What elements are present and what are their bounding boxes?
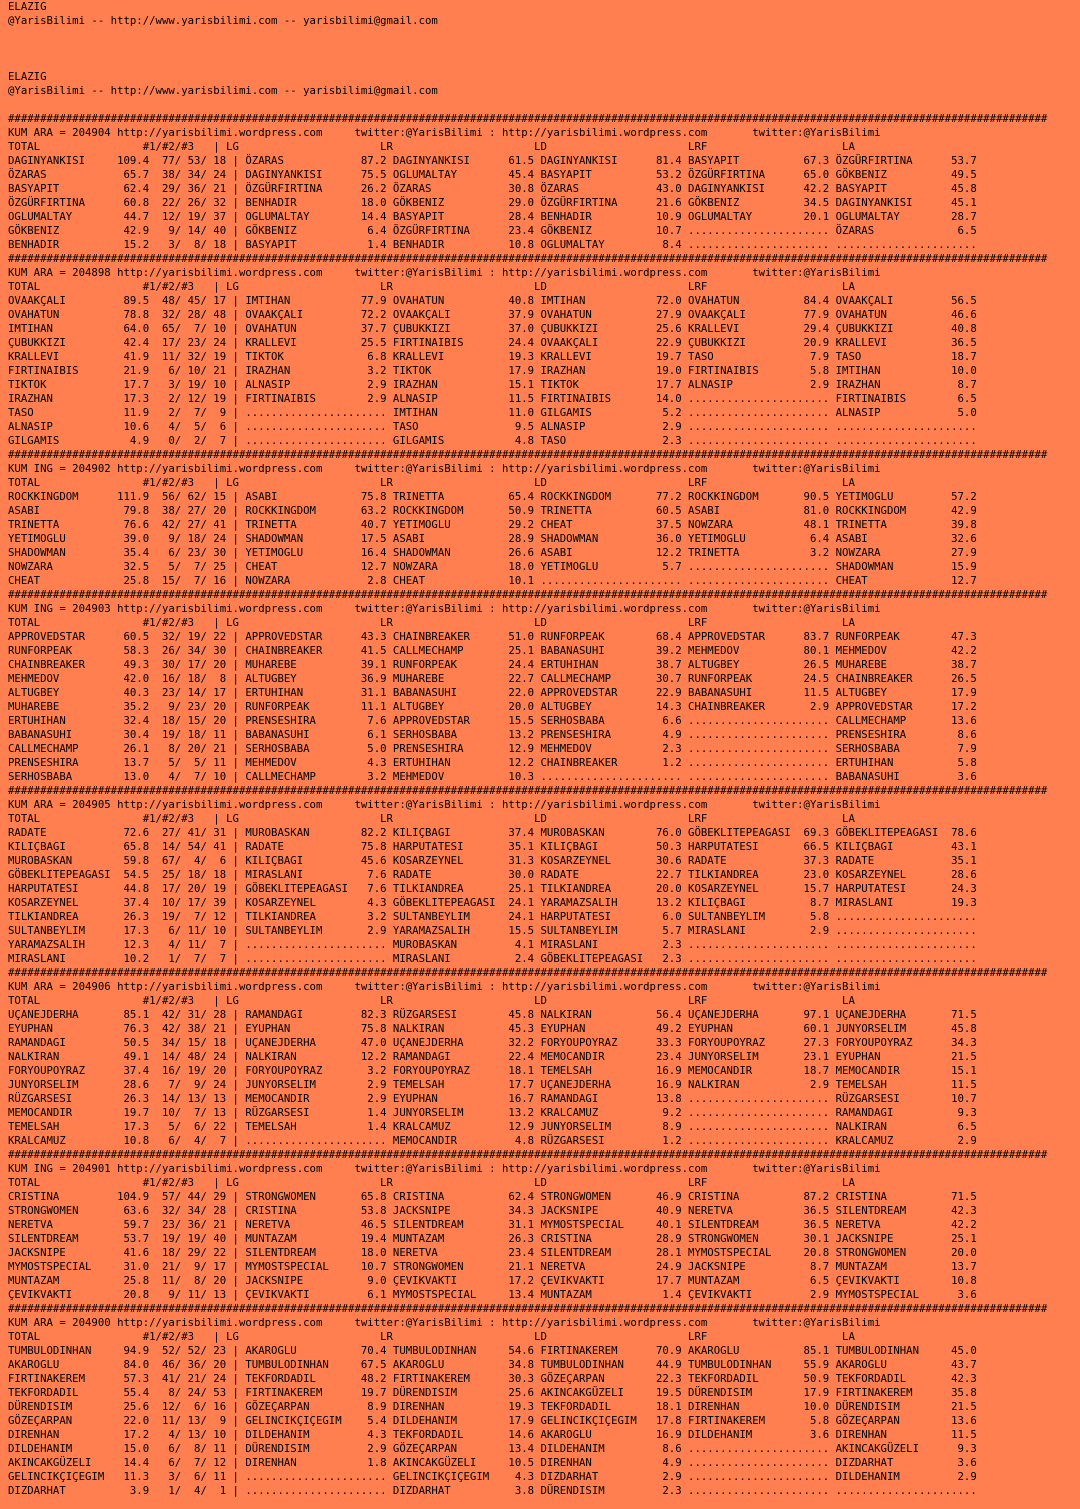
table-row: MUROBASKAN 59.8 67/ 4/ 6 | KILIÇBAGI 45.6 KOSARZEYNEL 31.3 KOSARZEYNEL 30.6 RADATE 37.3 RADATE 35.1	[8, 854, 977, 867]
column-header: TOTAL #1/#2/#3 | LG LR LD LRF LA	[8, 1176, 855, 1189]
table-row: RAMANDAGI 50.5 34/ 15/ 18 | UÇANEJDERHA 47.0 UÇANEJDERHA 32.2 FORYOUPOYRAZ 33.3 FORYOUPOYRAZ 27.3 FORYOUPOYRAZ 34.3	[8, 1036, 977, 1049]
column-header: TOTAL #1/#2/#3 | LG LR LD LRF LA	[8, 476, 855, 489]
table-row: GÖZEÇARPAN 22.0 11/ 13/ 9 | GELINCIKÇIÇEGIM 5.4 DILDEHANIM 17.9 GELINCIKÇIÇEGIM 17.8 FIRTINAKEREM 5.8 GÖZEÇARPAN 13.6	[8, 1414, 977, 1427]
table-row: SERHOSBABA 13.0 4/ 7/ 10 | CALLMECHAMP 3.2 MEHMEDOV 10.3 ...................... ...................... BABANASUHI 3.6	[8, 770, 977, 783]
table-row: SHADOWMAN 35.4 6/ 23/ 30 | YETIMOGLU 16.4 SHADOWMAN 26.6 ASABI 12.2 TRINETTA 3.2 NOWZARA 27.9	[8, 546, 977, 559]
table-row: ALTUGBEY 40.3 23/ 14/ 17 | ERTUHIHAN 31.1 BABANASUHI 22.0 APPROVEDSTAR 22.9 BABANASUHI 11.5 ALTUGBEY 17.9	[8, 686, 977, 699]
table-row: ÖZARAS 65.7 38/ 34/ 24 | DAGINYANKISI 75.5 OGLUMALTAY 45.4 BASYAPIT 53.2 ÖZGÜRFIRTINA 65.0 GÖKBENIZ 49.5	[8, 168, 977, 181]
table-row: JACKSNIPE 41.6 18/ 29/ 22 | SILENTDREAM 18.0 NERETVA 23.4 SILENTDREAM 28.1 MYMOSTSPECIAL 20.8 STRONGWOMEN 20.0	[8, 1246, 977, 1259]
column-header: TOTAL #1/#2/#3 | LG LR LD LRF LA	[8, 616, 855, 629]
race-header: KUM ARA = 204898 http://yarisbilimi.wordpress.com twitter:@YarisBilimi : http://yarisbilimi.wordpress.com twitter:@YarisBilimi	[8, 266, 881, 279]
table-row: OVAAKÇALI 89.5 48/ 45/ 17 | IMTIHAN 77.9 OVAHATUN 40.8 IMTIHAN 72.0 OVAHATUN 84.4 OVAAKÇALI 56.5	[8, 294, 977, 307]
table-row: MUNTAZAM 25.8 11/ 8/ 20 | JACKSNIPE 9.0 ÇEVIKVAKTI 17.2 ÇEVIKVAKTI 17.7 MUNTAZAM 6.5 ÇEVIKVAKTI 10.8	[8, 1274, 977, 1287]
section-divider: ##################################################################################################################################################################	[8, 448, 1048, 461]
column-header: TOTAL #1/#2/#3 | LG LR LD LRF LA	[8, 1330, 855, 1343]
table-row: CALLMECHAMP 26.1 8/ 20/ 21 | SERHOSBABA 5.0 PRENSESHIRA 12.9 MEHMEDOV 2.3 ...................... SERHOSBABA 7.9	[8, 742, 977, 755]
table-row: STRONGWOMEN 63.6 32/ 34/ 28 | CRISTINA 53.8 JACKSNIPE 34.3 JACKSNIPE 40.9 NERETVA 36.5 SILENTDREAM 42.3	[8, 1204, 977, 1217]
table-row: FIRTINAIBIS 21.9 6/ 10/ 21 | IRAZHAN 3.2 TIKTOK 17.9 IRAZHAN 19.0 FIRTINAIBIS 5.8 IMTIHAN 10.0	[8, 364, 977, 377]
table-row: NALKIRAN 49.1 14/ 48/ 24 | NALKIRAN 12.2 RAMANDAGI 22.4 MEMOCANDIR 23.4 JUNYORSELIM 23.1 EYUPHAN 21.5	[8, 1050, 977, 1063]
race-header: KUM ARA = 204906 http://yarisbilimi.wordpress.com twitter:@YarisBilimi : http://yarisbilimi.wordpress.com twitter:@YarisBilimi	[8, 980, 881, 993]
table-row: ÇEVIKVAKTI 20.8 9/ 11/ 13 | ÇEVIKVAKTI 6.1 MYMOSTSPECIAL 13.4 MUNTAZAM 1.4 ÇEVIKVAKTI 2.9 MYMOSTSPECIAL 3.6	[8, 1288, 977, 1301]
table-row: TASO 11.9 2/ 7/ 9 | ...................... IMTIHAN 11.0 GILGAMIS 5.2 ...................... ALNASIP 5.0	[8, 406, 977, 419]
table-row: RADATE 72.6 27/ 41/ 31 | MUROBASKAN 82.2 KILIÇBAGI 37.4 MUROBASKAN 76.0 GÖBEKLITEPEAGASI 69.3 GÖBEKLITEPEAGASI 78.6	[8, 826, 977, 839]
table-row: AKINCAKGÜZELI 14.4 6/ 7/ 12 | DIRENHAN 1.8 AKINCAKGÜZELI 10.5 DIRENHAN 4.9 ...................... DIZDARHAT 3.6	[8, 1456, 977, 1469]
race-header: KUM ING = 204901 http://yarisbilimi.wordpress.com twitter:@YarisBilimi : http://yarisbilimi.wordpress.com twitter:@YarisBilimi	[8, 1162, 881, 1175]
table-row: ERTUHIHAN 32.4 18/ 15/ 20 | PRENSESHIRA 7.6 APPROVEDSTAR 15.5 SERHOSBABA 6.6 ...................... CALLMECHAMP 13.6	[8, 714, 977, 727]
table-row: RUNFORPEAK 58.3 26/ 34/ 30 | CHAINBREAKER 41.5 CALLMECHAMP 25.1 BABANASUHI 39.2 MEHMEDOV 80.1 MEHMEDOV 42.2	[8, 644, 977, 657]
race-header: KUM ARA = 204900 http://yarisbilimi.wordpress.com twitter:@YarisBilimi : http://yarisbilimi.wordpress.com twitter:@YarisBilimi	[8, 1316, 881, 1329]
table-row: BASYAPIT 62.4 29/ 36/ 21 | ÖZGÜRFIRTINA 26.2 ÖZARAS 30.8 ÖZARAS 43.0 DAGINYANKISI 42.2 BASYAPIT 45.8	[8, 182, 977, 195]
table-row: MEHMEDOV 42.0 16/ 18/ 8 | ALTUGBEY 36.9 MUHAREBE 22.7 CALLMECHAMP 30.7 RUNFORPEAK 24.5 CHAINBREAKER 26.5	[8, 672, 977, 685]
table-row: ÇUBUKKIZI 42.4 17/ 23/ 24 | KRALLEVI 25.5 FIRTINAIBIS 24.4 OVAAKÇALI 22.9 ÇUBUKKIZI 20.9 KRALLEVI 36.5	[8, 336, 977, 349]
table-row: TEMELSAH 17.3 5/ 6/ 22 | TEMELSAH 1.4 KRALCAMUZ 12.9 JUNYORSELIM 8.9 ...................... NALKIRAN 6.5	[8, 1120, 977, 1133]
table-row: DIZDARHAT 3.9 1/ 4/ 1 | ...................... DIZDARHAT 3.8 DÜRENDISIM 2.3 ...................... ......................	[8, 1484, 977, 1497]
table-row: CHAINBREAKER 49.3 30/ 17/ 20 | MUHAREBE 39.1 RUNFORPEAK 24.4 ERTUHIHAN 38.7 ALTUGBEY 26.5 MUHAREBE 38.7	[8, 658, 977, 671]
table-row: ÖZGÜRFIRTINA 60.8 22/ 26/ 32 | BENHADIR 18.0 GÖKBENIZ 29.0 ÖZGÜRFIRTINA 21.6 GÖKBENIZ 34.5 DAGINYANKISI 45.1	[8, 196, 977, 209]
table-row: MIRASLANI 10.2 1/ 7/ 7 | ...................... MIRASLANI 2.4 GÖBEKLITEPEAGASI 2.3 ...................... ......................	[8, 952, 977, 965]
table-row: RÜZGARSESI 26.3 14/ 13/ 13 | MEMOCANDIR 2.9 EYUPHAN 16.7 RAMANDAGI 13.8 ...................... RÜZGARSESI 10.7	[8, 1092, 977, 1105]
credit-line: @YarisBilimi -- http://www.yarisbilimi.com -- yarisbilimi@gmail.com	[8, 14, 438, 27]
table-row: IRAZHAN 17.3 2/ 12/ 19 | FIRTINAIBIS 2.9 ALNASIP 11.5 FIRTINAIBIS 14.0 ...................... FIRTINAIBIS 6.5	[8, 392, 977, 405]
section-divider: ##################################################################################################################################################################	[8, 112, 1048, 125]
table-row: KILIÇBAGI 65.8 14/ 54/ 41 | RADATE 75.8 HARPUTATESI 35.1 KILIÇBAGI 50.3 HARPUTATESI 66.5 KILIÇBAGI 43.1	[8, 840, 977, 853]
table-row: AKAROGLU 84.0 46/ 36/ 20 | TUMBULODINHAN 67.5 AKAROGLU 34.8 TUMBULODINHAN 44.9 TUMBULODINHAN 55.9 AKAROGLU 43.7	[8, 1358, 977, 1371]
column-header: TOTAL #1/#2/#3 | LG LR LD LRF LA	[8, 140, 855, 153]
table-row: UÇANEJDERHA 85.1 42/ 31/ 28 | RAMANDAGI 82.3 RÜZGARSESI 45.8 NALKIRAN 56.4 UÇANEJDERHA 97.1 UÇANEJDERHA 71.5	[8, 1008, 977, 1021]
race-header: KUM ING = 204902 http://yarisbilimi.wordpress.com twitter:@YarisBilimi : http://yarisbilimi.wordpress.com twitter:@YarisBilimi	[8, 462, 881, 475]
table-row: APPROVEDSTAR 60.5 32/ 19/ 22 | APPROVEDSTAR 43.3 CHAINBREAKER 51.0 RUNFORPEAK 68.4 APPROVEDSTAR 83.7 RUNFORPEAK 47.3	[8, 630, 977, 643]
table-row: ROCKKINGDOM 111.9 56/ 62/ 15 | ASABI 75.8 TRINETTA 65.4 ROCKKINGDOM 77.2 ROCKKINGDOM 90.5 YETIMOGLU 57.2	[8, 490, 977, 503]
column-header: TOTAL #1/#2/#3 | LG LR LD LRF LA	[8, 812, 855, 825]
table-row: CHEAT 25.8 15/ 7/ 16 | NOWZARA 2.8 CHEAT 10.1 ...................... ...................... CHEAT 12.7	[8, 574, 977, 587]
race-header: KUM ING = 204903 http://yarisbilimi.wordpress.com twitter:@YarisBilimi : http://yarisbilimi.wordpress.com twitter:@YarisBilimi	[8, 602, 881, 615]
section-divider: ##################################################################################################################################################################	[8, 252, 1048, 265]
blank-line	[8, 42, 1072, 56]
section-divider: ##################################################################################################################################################################	[8, 966, 1048, 979]
table-row: PRENSESHIRA 13.7 5/ 5/ 11 | MEHMEDOV 4.3 ERTUHIHAN 12.2 CHAINBREAKER 1.2 ...................... ERTUHIHAN 5.8	[8, 756, 977, 769]
table-row: FORYOUPOYRAZ 37.4 16/ 19/ 20 | FORYOUPOYRAZ 3.2 FORYOUPOYRAZ 18.1 TEMELSAH 16.9 MEMOCANDIR 18.7 MEMOCANDIR 15.1	[8, 1064, 977, 1077]
section-divider: ##################################################################################################################################################################	[8, 1148, 1048, 1161]
credit-line: @YarisBilimi -- http://www.yarisbilimi.com -- yarisbilimi@gmail.com	[8, 84, 438, 97]
table-row: KRALLEVI 41.9 11/ 32/ 19 | TIKTOK 6.8 KRALLEVI 19.3 KRALLEVI 19.7 TASO 7.9 TASO 18.7	[8, 350, 977, 363]
table-row: JUNYORSELIM 28.6 7/ 9/ 24 | JUNYORSELIM 2.9 TEMELSAH 17.7 UÇANEJDERHA 16.9 NALKIRAN 2.9 TEMELSAH 11.5	[8, 1078, 977, 1091]
race-header: KUM ARA = 204904 http://yarisbilimi.wordpress.com twitter:@YarisBilimi : http://yarisbilimi.wordpress.com twitter:@YarisBilimi	[8, 126, 881, 139]
table-row: YETIMOGLU 39.0 9/ 18/ 24 | SHADOWMAN 17.5 ASABI 28.9 SHADOWMAN 36.0 YETIMOGLU 6.4 ASABI 32.6	[8, 532, 977, 545]
table-row: EYUPHAN 76.3 42/ 38/ 21 | EYUPHAN 75.8 NALKIRAN 45.3 EYUPHAN 49.2 EYUPHAN 60.1 JUNYORSELIM 45.8	[8, 1022, 977, 1035]
table-row: TRINETTA 76.6 42/ 27/ 41 | TRINETTA 40.7 YETIMOGLU 29.2 CHEAT 37.5 NOWZARA 48.1 TRINETTA 39.8	[8, 518, 977, 531]
column-header: TOTAL #1/#2/#3 | LG LR LD LRF LA	[8, 994, 855, 1007]
table-row: ASABI 79.8 38/ 27/ 20 | ROCKKINGDOM 63.2 ROCKKINGDOM 50.9 TRINETTA 60.5 ASABI 81.0 ROCKKINGDOM 42.9	[8, 504, 977, 517]
table-row: HARPUTATESI 44.8 17/ 20/ 19 | GÖBEKLITEPEAGASI 7.6 TILKIANDREA 25.1 TILKIANDREA 20.0 KOSARZEYNEL 15.7 HARPUTATESI 24.3	[8, 882, 977, 895]
table-row: TILKIANDREA 26.3 19/ 7/ 12 | TILKIANDREA 3.2 SULTANBEYLIM 24.1 HARPUTATESI 6.0 SULTANBEYLIM 5.8 ......................	[8, 910, 977, 923]
table-row: TUMBULODINHAN 94.9 52/ 52/ 23 | AKAROGLU 70.4 TUMBULODINHAN 54.6 FIRTINAKEREM 70.9 AKAROGLU 85.1 TUMBULODINHAN 45.0	[8, 1344, 977, 1357]
table-row: FIRTINAKEREM 57.3 41/ 21/ 24 | TEKFORDADIL 48.2 FIRTINAKEREM 30.3 GÖZEÇARPAN 22.3 TEKFORDADIL 50.9 TEKFORDADIL 42.3	[8, 1372, 977, 1385]
table-row: GÖBEKLITEPEAGASI 54.5 25/ 18/ 18 | MIRASLANI 7.6 RADATE 30.0 RADATE 22.7 TILKIANDREA 23.0 KOSARZEYNEL 28.6	[8, 868, 977, 881]
table-row: DÜRENDISIM 25.6 12/ 6/ 16 | GÖZEÇARPAN 8.9 DIRENHAN 19.3 TEKFORDADIL 18.1 DIRENHAN 10.0 DÜRENDISIM 21.5	[8, 1400, 977, 1413]
table-row: OGLUMALTAY 44.7 12/ 19/ 37 | OGLUMALTAY 14.4 BASYAPIT 28.4 BENHADIR 10.9 OGLUMALTAY 20.1 OGLUMALTAY 28.7	[8, 210, 977, 223]
column-header: TOTAL #1/#2/#3 | LG LR LD LRF LA	[8, 280, 855, 293]
table-row: TEKFORDADIL 55.4 8/ 24/ 53 | FIRTINAKEREM 19.7 DÜRENDISIM 25.6 AKINCAKGÜZELI 19.5 DÜRENDISIM 17.9 FIRTINAKEREM 35.8	[8, 1386, 977, 1399]
blank-line	[8, 98, 1072, 112]
table-row: DILDEHANIM 15.0 6/ 8/ 11 | DÜRENDISIM 2.9 GÖZEÇARPAN 13.4 DILDEHANIM 8.6 ...................... AKINCAKGÜZELI 9.3	[8, 1442, 977, 1455]
table-row: SULTANBEYLIM 17.3 6/ 11/ 10 | SULTANBEYLIM 2.9 YARAMAZSALIH 15.5 SULTANBEYLIM 5.7 MIRASLANI 2.9 ......................	[8, 924, 977, 937]
table-row: GÖKBENIZ 42.9 9/ 14/ 40 | GÖKBENIZ 6.4 ÖZGÜRFIRTINA 23.4 GÖKBENIZ 10.7 ...................... ÖZARAS 6.5	[8, 224, 977, 237]
table-row: DIRENHAN 17.2 4/ 13/ 10 | DILDEHANIM 4.3 TEKFORDADIL 14.6 AKAROGLU 16.9 DILDEHANIM 3.6 DIRENHAN 11.5	[8, 1428, 977, 1441]
blank-line	[8, 56, 1072, 70]
table-row: MEMOCANDIR 19.7 10/ 7/ 13 | RÜZGARSESI 1.4 JUNYORSELIM 13.2 KRALCAMUZ 9.2 ...................... RAMANDAGI 9.3	[8, 1106, 977, 1119]
blank-line	[8, 28, 1072, 42]
table-row: GELINCIKÇIÇEGIM 11.3 3/ 6/ 11 | ...................... GELINCIKÇIÇEGIM 4.3 DIZDARHAT 2.9 ...................... DILDEHANIM 2.9	[8, 1470, 977, 1483]
table-row: GILGAMIS 4.9 0/ 2/ 7 | ...................... GILGAMIS 4.8 TASO 2.3 ...................... ......................	[8, 434, 977, 447]
table-row: MUHAREBE 35.2 9/ 23/ 20 | RUNFORPEAK 11.1 ALTUGBEY 20.0 ALTUGBEY 14.3 CHAINBREAKER 2.9 APPROVEDSTAR 17.2	[8, 700, 977, 713]
table-row: BENHADIR 15.2 3/ 8/ 18 | BASYAPIT 1.4 BENHADIR 10.8 OGLUMALTAY 8.4 ...................... ......................	[8, 238, 977, 251]
table-row: MYMOSTSPECIAL 31.0 21/ 9/ 17 | MYMOSTSPECIAL 10.7 STRONGWOMEN 21.1 NERETVA 24.9 JACKSNIPE 8.7 MUNTAZAM 13.7	[8, 1260, 977, 1273]
table-row: KRALCAMUZ 10.8 6/ 4/ 7 | ...................... MEMOCANDIR 4.8 RÜZGARSESI 1.2 ...................... KRALCAMUZ 2.9	[8, 1134, 977, 1147]
city-title: ELAZIG	[8, 70, 47, 83]
table-row: ALNASIP 10.6 4/ 5/ 6 | ...................... TASO 9.5 ALNASIP 2.9 ...................... ......................	[8, 420, 977, 433]
section-divider: ##################################################################################################################################################################	[8, 1302, 1048, 1315]
race-header: KUM ARA = 204905 http://yarisbilimi.wordpress.com twitter:@YarisBilimi : http://yarisbilimi.wordpress.com twitter:@YarisBilimi	[8, 798, 881, 811]
section-divider: ##################################################################################################################################################################	[8, 588, 1048, 601]
table-row: NOWZARA 32.5 5/ 7/ 25 | CHEAT 12.7 NOWZARA 18.0 YETIMOGLU 5.7 ...................... SHADOWMAN 15.9	[8, 560, 977, 573]
table-row: IMTIHAN 64.0 65/ 7/ 10 | OVAHATUN 37.7 ÇUBUKKIZI 37.0 ÇUBUKKIZI 25.6 KRALLEVI 29.4 ÇUBUKKIZI 40.8	[8, 322, 977, 335]
table-row: NERETVA 59.7 23/ 36/ 21 | NERETVA 46.5 SILENTDREAM 31.1 MYMOSTSPECIAL 40.1 SILENTDREAM 36.5 NERETVA 42.2	[8, 1218, 977, 1231]
section-divider: ##################################################################################################################################################################	[8, 784, 1048, 797]
table-row: OVAHATUN 78.8 32/ 28/ 48 | OVAAKÇALI 72.2 OVAAKÇALI 37.9 OVAHATUN 27.9 OVAAKÇALI 77.9 OVAHATUN 46.6	[8, 308, 977, 321]
city-title: ELAZIG	[8, 0, 47, 13]
table-row: DAGINYANKISI 109.4 77/ 53/ 18 | ÖZARAS 87.2 DAGINYANKISI 61.5 DAGINYANKISI 81.4 BASYAPIT 67.3 ÖZGÜRFIRTINA 53.7	[8, 154, 977, 167]
table-row: SILENTDREAM 53.7 19/ 19/ 40 | MUNTAZAM 19.4 MUNTAZAM 26.3 CRISTINA 28.9 STRONGWOMEN 30.1 JACKSNIPE 25.1	[8, 1232, 977, 1245]
table-row: KOSARZEYNEL 37.4 10/ 17/ 39 | KOSARZEYNEL 4.3 GÖBEKLITEPEAGASI 24.1 YARAMAZSALIH 13.2 KILIÇBAGI 8.7 MIRASLANI 19.3	[8, 896, 977, 909]
table-row: CRISTINA 104.9 57/ 44/ 29 | STRONGWOMEN 65.8 CRISTINA 62.4 STRONGWOMEN 46.9 CRISTINA 87.2 CRISTINA 71.5	[8, 1190, 977, 1203]
table-row: TIKTOK 17.7 3/ 19/ 10 | ALNASIP 2.9 IRAZHAN 15.1 TIKTOK 17.7 ALNASIP 2.9 IRAZHAN 8.7	[8, 378, 977, 391]
table-row: YARAMAZSALIH 12.3 4/ 11/ 7 | ...................... MUROBASKAN 4.1 MIRASLANI 2.3 ...................... ......................	[8, 938, 977, 951]
table-row: BABANASUHI 30.4 19/ 18/ 11 | BABANASUHI 6.1 SERHOSBABA 13.2 PRENSESHIRA 4.9 ...................... PRENSESHIRA 8.6	[8, 728, 977, 741]
